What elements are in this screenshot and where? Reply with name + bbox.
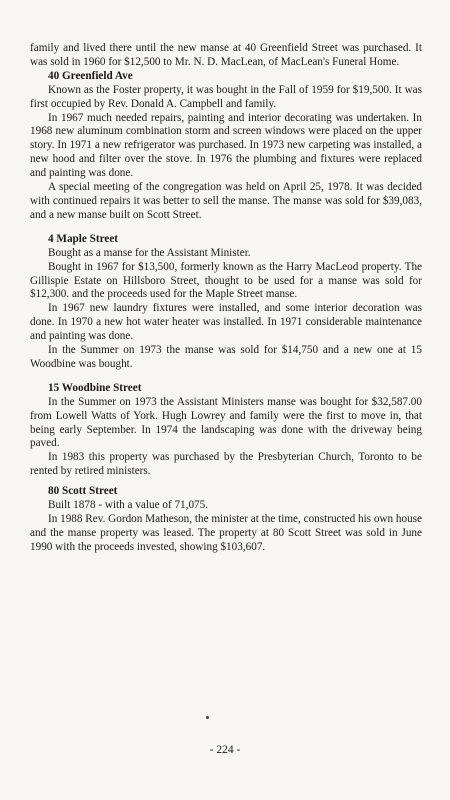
- paragraph: In 1988 Rev. Gordon Matheson, the minister at the time, constructed his own house and the manse property was leased. The property at 80 Scott Street was sold in June 1990 with the proceeds invested, showing $103,607.: [30, 513, 422, 553]
- paragraph: A special meeting of the congregation was held on April 25, 1978. It was decided with continued repairs it was better to sell the manse. The manse was sold for $39,083, and a new manse built on Scott Street.: [30, 181, 422, 221]
- section-heading-woodbine: 15 Woodbine Street: [48, 381, 142, 394]
- paragraph: Bought as a manse for the Assistant Minister.: [48, 246, 251, 259]
- paragraph: In the Summer on 1973 the manse was sold for $14,750 and a new one at 15 Woodbine was bought.: [30, 344, 422, 370]
- section-heading-greenfield: 40 Greenfield Ave: [48, 69, 133, 82]
- page-number: - 224 -: [209, 744, 241, 756]
- paragraph: In 1967 much needed repairs, painting and interior decorating was undertaken. In 1968 new aluminum combination storm and screen windows were placed on the upper story. In 1971 a new refrigerator was purchased. In 1973 new carpeting was installed, a new hood and filter over the stove. In 1976 the plumbing and fixtures were replaced and painting was done.: [30, 111, 422, 180]
- section-heading-maple: 4 Maple Street: [48, 232, 119, 245]
- paragraph: Bought in 1967 for $13,500, formerly known as the Harry MacLeod property. The Gillispie Estate on Hillsboro Street, thought to be used for a manse was sold for $12,300. and the proceeds used for the Maple Street manse.: [30, 260, 422, 301]
- paragraph: In 1967 new laundry fixtures were installed, and some interior decoration was done. In 1970 a new hot water heater was installed. In 1971 considerable maintenance and painting was done.: [30, 302, 422, 343]
- section-heading-scott: 80 Scott Street: [48, 485, 118, 498]
- paragraph: In 1983 this property was purchased by the Presbyterian Church, Toronto to be rented by retired ministers.: [30, 451, 422, 478]
- page-text: [30, 42, 422, 555]
- ink-dot: [206, 716, 209, 719]
- paragraph: In the Summer on 1973 the Assistant Ministers manse was bought for $32,587.00 from Lowell Watts of York. Hugh Lowrey and family were the first to move in, that being early September. In 1974 the landscaping was done with the driveway being paved.: [30, 395, 422, 450]
- paragraph: Built 1878 - with a value of 71,075.: [48, 499, 209, 512]
- intro-paragraph: family and lived there until the new manse at 40 Greenfield Street was purchased. It was sold in 1960 for $12,500 to Mr. N. D. MacLean, of MacLean's Funeral Home.: [30, 42, 422, 68]
- paragraph: Known as the Foster property, it was bought in the Fall of 1959 for $19,500. It was first occupied by Rev. Donald A. Campbell and family.: [30, 83, 422, 110]
